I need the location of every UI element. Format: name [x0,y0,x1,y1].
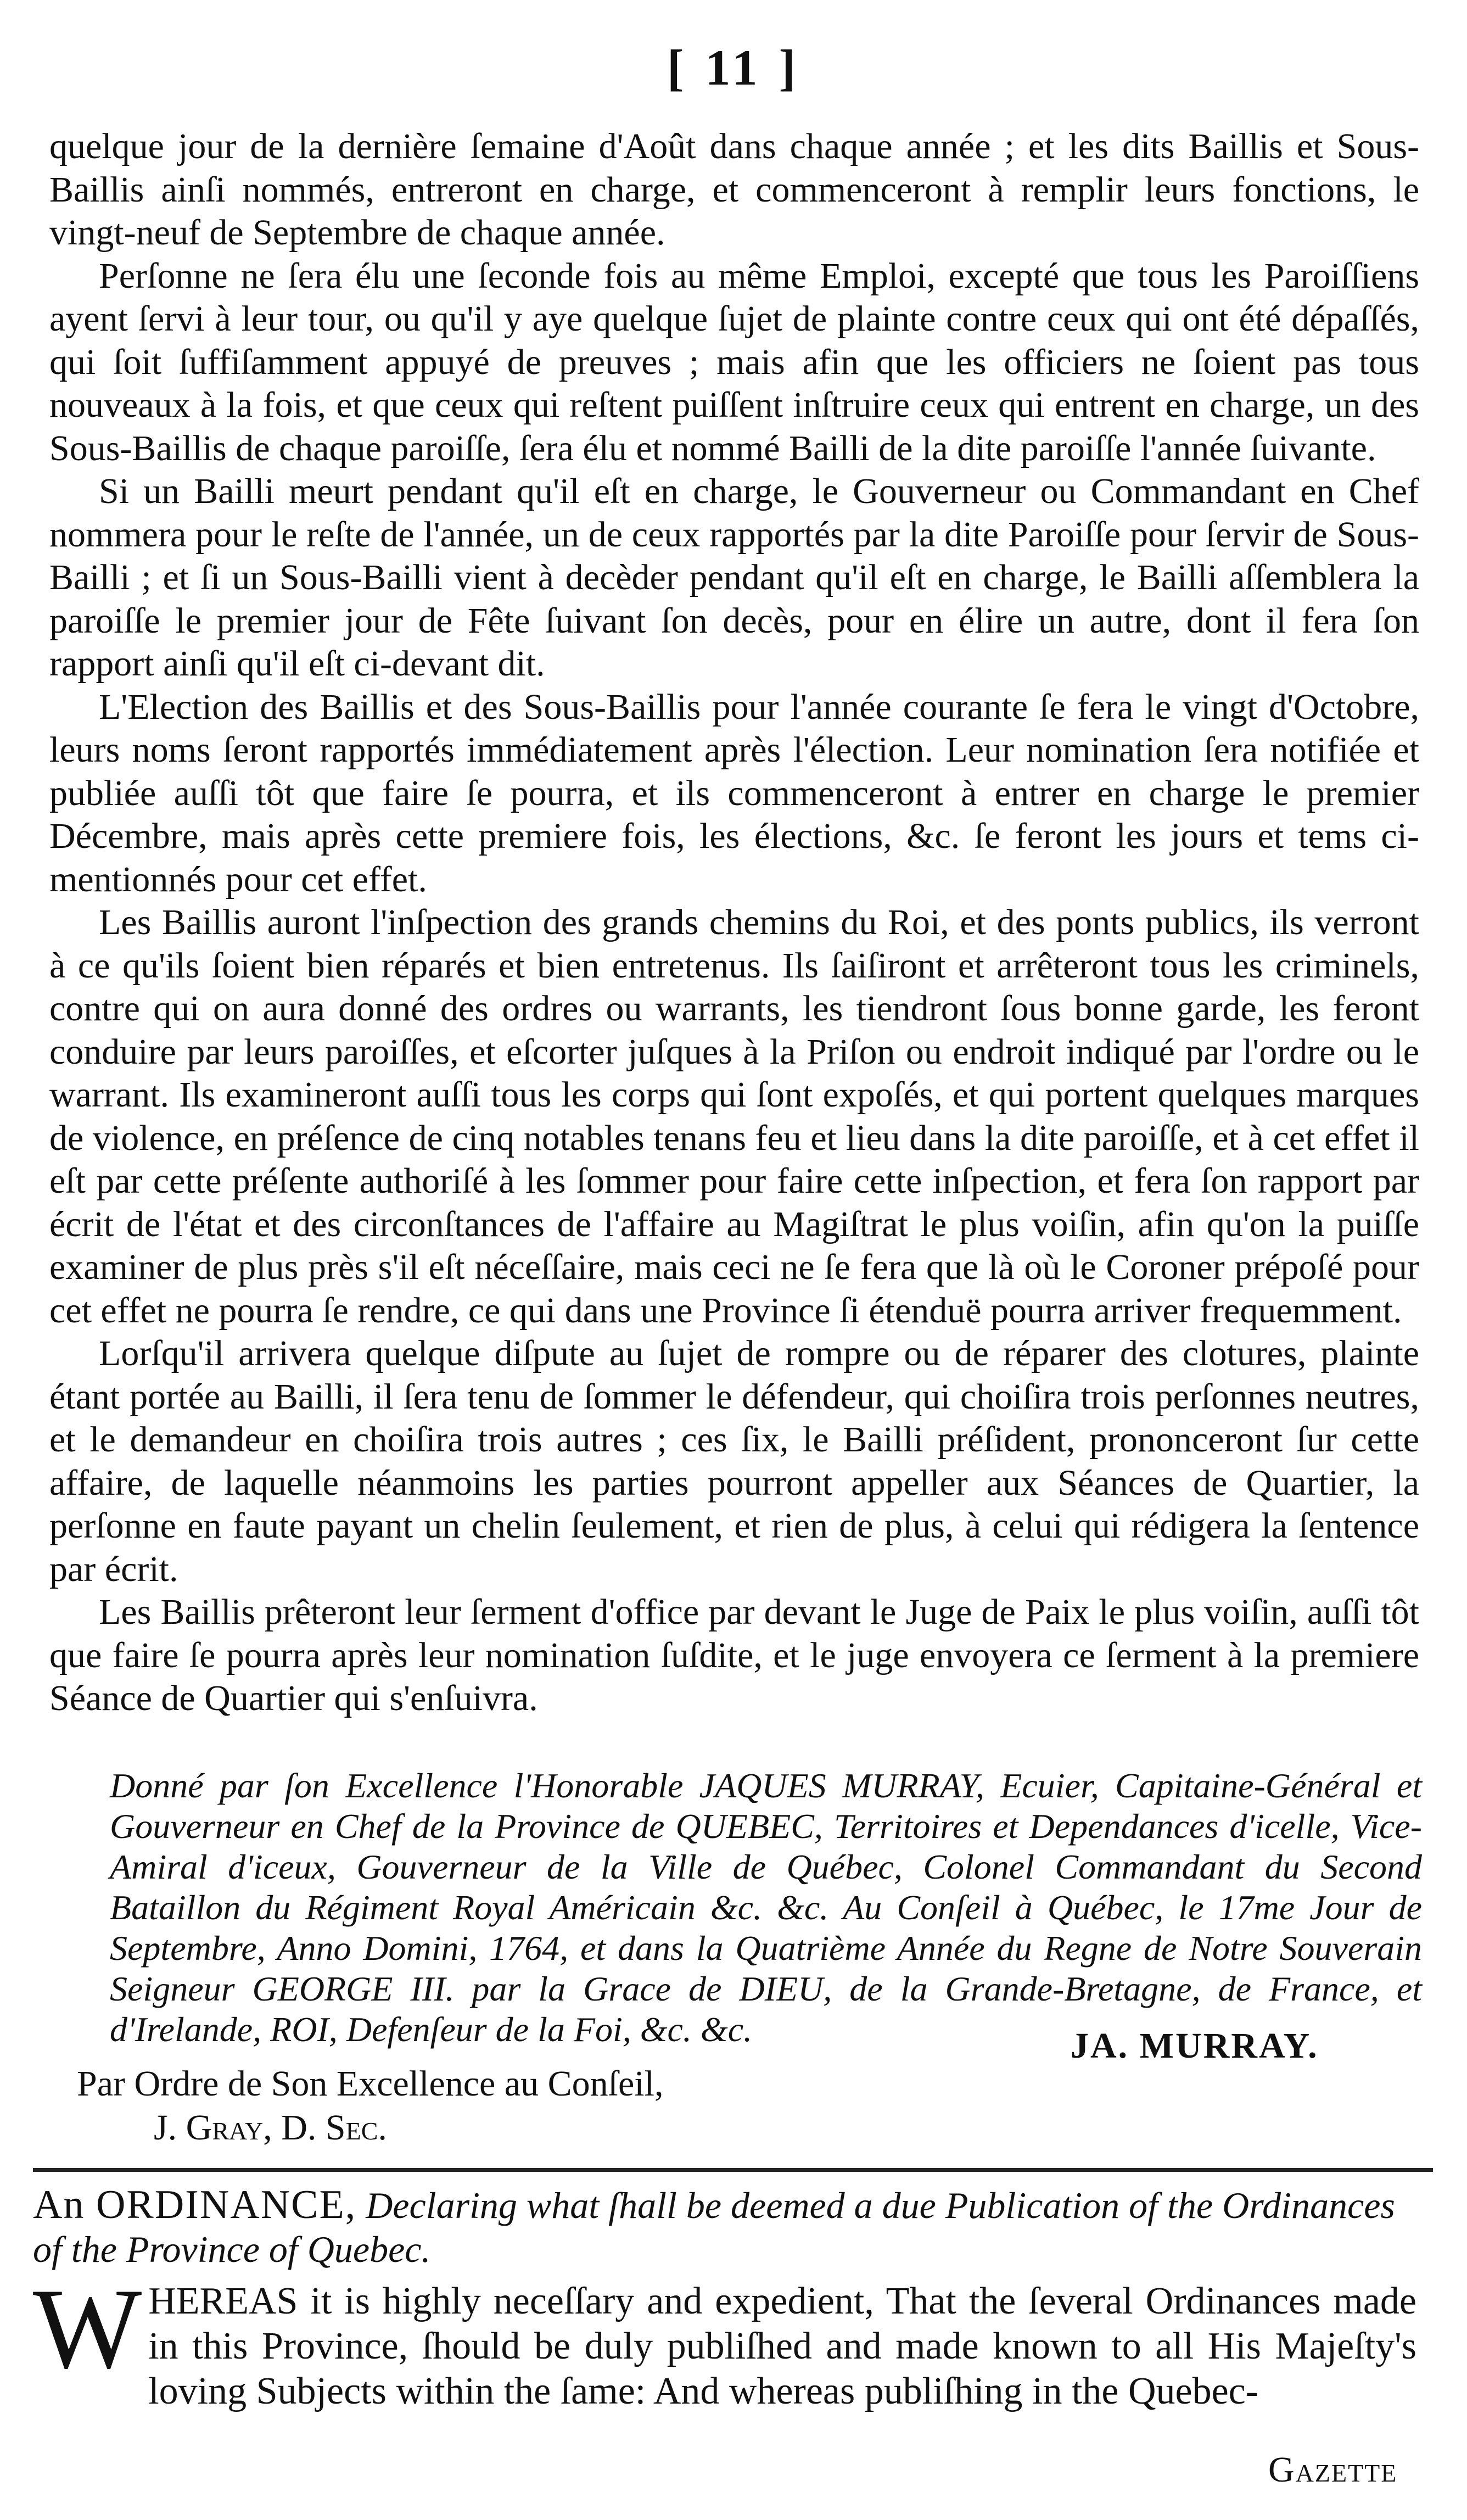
page-number: [ 11 ] [667,40,800,96]
paragraph-5: Les Baillis auront l'inſpection des grands chemins du Roi, et des ponts publics, ils verront à ce qu'ils ſoient bien réparés et bien entretenus. Ils ſaiſiront et arrêteront tous les criminels, contre qui on aura donné des ordres ou warrants, les tiendront ſous bonne garde, les feront conduire par leurs paroiſſes, et eſcorter juſques à la Priſon ou endroit indiqué par l'ordre ou le warrant. Ils examineront auſſi tous les corps qui ſont expoſés, et qui portent quelques marques de violence, en préſence de cinq notables tenans feu et lieu dans la dite paroiſſe, et à cet effet il eſt par cette préſente authoriſé à les ſommer pour faire cette inſpection, et fera ſon rapport par écrit de l'état et des circonſtances de l'affaire au Magiſtrat le plus voiſin, afin qu'on la puiſſe examiner de plus près s'il eſt néceſſaire, mais ceci ne ſe fera que là où le Coroner prépoſé pour cet effet ne pourra ſe rendre, ce qui dans une Province ſi étenduë pourra arriver frequemment. [49,902,1419,1331]
order-line: Par Ordre de Son Excellence au Conſeil, [77,2064,664,2104]
paragraph-7: Les Baillis prêteront leur ſerment d'office par devant le Juge de Paix le plus voiſin, auſſi tôt que faire ſe pourra après leur nomination ſuſdite, et le juge envoyera ce ſerment à la premiere Séance de Quartier qui s'enſuivra. [49,1592,1419,1718]
paragraph-2: Perſonne ne ſera élu une ſeconde fois au même Emploi, excepté que tous les Paroiſſiens ayent ſervi à leur tour, ou qu'il y aye quelque ſujet de plainte contre ceux qui ont été dépaſſés, qui ſoit ſuffiſamment appuyé de preuves ; mais afin que les officiers ne ſoient pas tous nouveaux à la fois, et que ceux qui reſtent puiſſent inſtruire ceux qui entrent en charge, un des Sous-Baillis de chaque paroiſſe, ſera élu et nommé Bailli de la dite paroiſſe l'année ſuivante. [49,255,1419,468]
signature-block: Donné par ſon Excellence l'Honorable JAQUES MURRAY, Ecuier, Capitaine-Général et Gouverneur en Chef de la Province de QUEBEC, Territoires et Dependances d'icelle, Vice-Amiral d'iceux, Gouverneur de la Ville de Québec, Colonel Commandant du Second Bataillon du Régiment Royal Américain &c. &c. Au Conſeil à Québec, le 17me Jour de Septembre, Anno Domini, 1764, et dans la Quatrième Année du Regne de Notre Souverain Seigneur GEORGE III. par la Grace de DIEU, de la Grande-Bretagne, de France, et d'Irelande, ROI, Defenſeur de la Foi, &c. &c. [110,1766,1422,2049]
paragraph-4: L'Election des Baillis et des Sous-Baillis pour l'année courante ſe fera le vingt d'Octobre, leurs noms ſeront rapportés immédiatement après l'élection. Leur nomination ſera notifiée et publiée auſſi tôt que faire ſe pourra, et ils commenceront à entrer en charge le premier Décembre, mais après cette premiere fois, les élections, &c. ſe feront les jours et tems ci-mentionnés pour cet effet. [49,686,1419,899]
section-divider [33,2168,1433,2172]
clerk-name: J. Gray, D. Sec. [154,2108,387,2148]
paragraph-1: quelque jour de la dernière ſemaine d'Août dans chaque année ; et les dits Baillis et Sous-Baillis ainſi nommés, entreront en charge, et commenceront à remplir leurs fonctions, le vingt-neuf de Septembre de chaque année. [49,126,1419,253]
ordinance-heading [33,2183,1433,2271]
ordinance-body [49,125,1419,1720]
ordinance-label: An ORDINANCE, [33,2182,357,2227]
drop-cap: W [33,2265,142,2393]
order-block [77,2062,1175,2150]
paragraph-3: Si un Bailli meurt pendant qu'il eſt en charge, le Gouverneur ou Commandant en Chef nommera pour le reſte de l'année, un de ceux rapportés par la dite Paroiſſe pour ſervir de Sous-Bailli ; et ſi un Sous-Bailli vient à decèder pendant qu'il eſt en charge, le Bailli aſſemblera la paroiſſe le premier jour de Fête ſuivant ſon decès, pour en élire un autre, dont il fera ſon rapport ainſi qu'il eſt ci-devant dit. [49,471,1419,684]
signature-name: JA. MURRAY. [1071,2026,1319,2066]
catchword: Gazette [1268,2450,1398,2490]
ordinance-opening: HEREAS it is highly neceſſary and expedient, That the ſeveral Ordinances made in this Province, ſhould be duly publiſhed and made known to all His Majeſty's loving Subjects within the ſame: And whereas publiſhing in the Quebec- [148,2280,1416,2412]
paragraph-6: Lorſqu'il arrivera quelque diſpute au ſujet de rompre ou de réparer des clotures, plainte étant portée au Bailli, il ſera tenu de ſommer le défendeur, qui choiſira trois perſonnes neutres, et le demandeur en choiſira trois autres ; ces ſix, le Bailli préſident, prononceront ſur cette affaire, de laquelle néanmoins les parties pourront appeller aux Séances de Quartier, la perſonne en faute payant un chelin ſeulement, et rien de plus, à celui qui rédigera la ſentence par écrit. [49,1333,1419,1589]
ordinance-description: Declaring what ſhall be deemed a due Publication of the Ordinances of the Province of Quebec. [33,2184,1395,2270]
ordinance-text [33,2265,1416,2414]
